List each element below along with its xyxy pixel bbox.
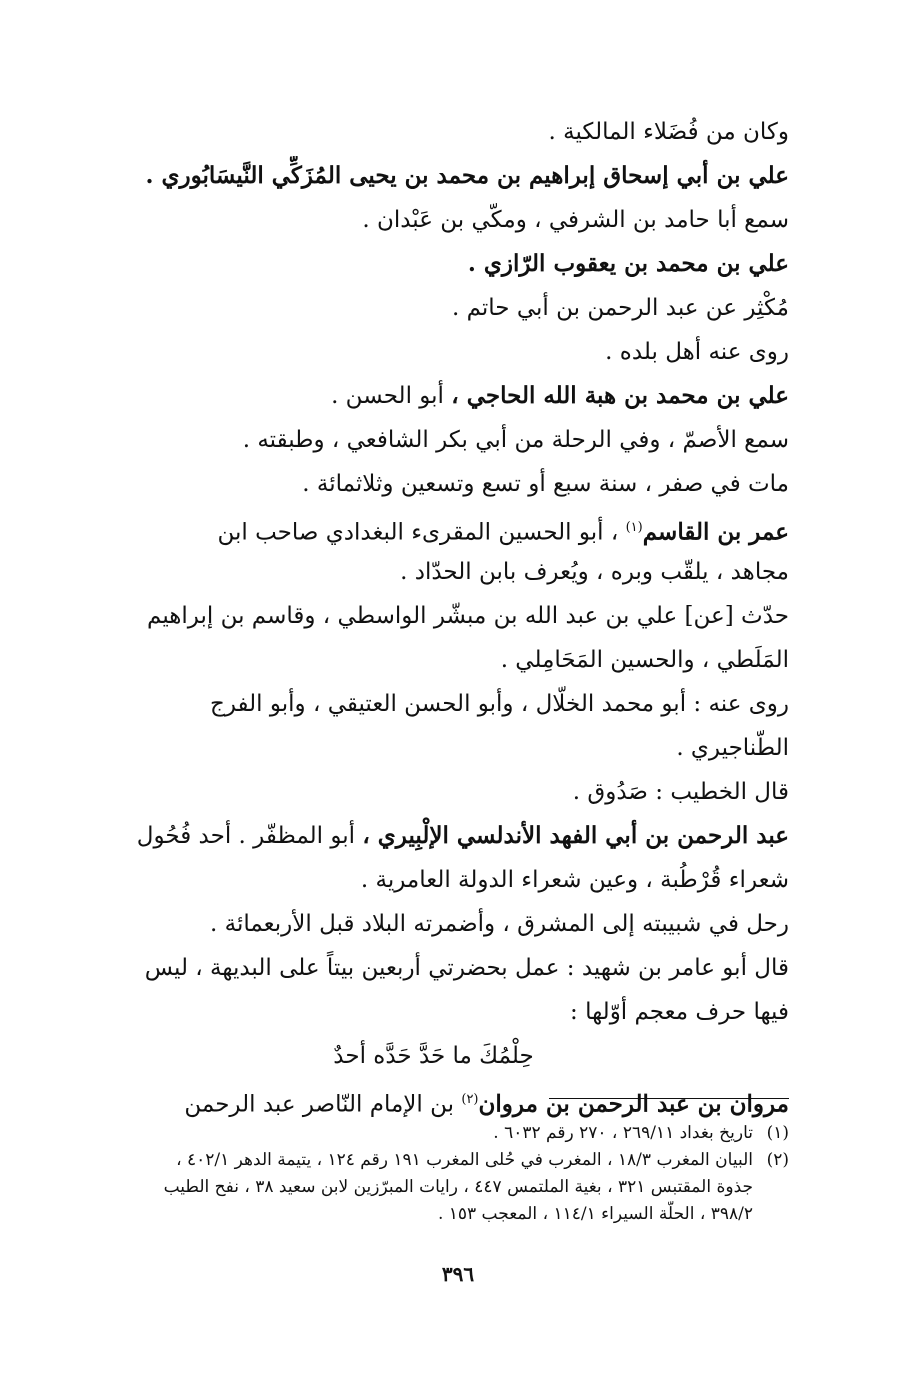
entry-name: علي بن محمد بن هبة الله الحاجي ،: [451, 382, 789, 409]
entry-name: عبد الرحمن بن أبي الفهد الأندلسي الإلْبِيري ،: [362, 822, 789, 849]
footnote-number: (٢): [766, 1150, 789, 1170]
text-line: مُكْثِر عن عبد الرحمن بن أبي حاتم .: [451, 295, 789, 321]
text-line: مات في صفر ، سنة سبع أو تسع وتسعين وثلاثمائة .: [302, 471, 789, 497]
footnote-ref[interactable]: (١): [625, 520, 643, 535]
text-line: قال أبو عامر بن شهيد : عمل بحضرتي أربعين بيتاً على البديهة ، ليس: [144, 955, 789, 981]
entry-heading-line: [78, 816, 789, 856]
text-line: روى عنه أهل بلده .: [605, 339, 789, 365]
text-line: مجاهد ، يلقّب وبره ، ويُعرف بابن الحدّاد .: [400, 559, 789, 585]
entry-heading-line: [78, 376, 789, 416]
entry-heading: علي بن محمد بن يعقوب الرّازي .: [467, 250, 789, 277]
entry-rest: أبو الحسن .: [331, 383, 452, 409]
text-line: وكان من فُضَلاء المالكية .: [548, 119, 789, 145]
text-line: سمع أبا حامد بن الشرفي ، ومكّي بن عَبْدان .: [362, 207, 789, 233]
footnote-divider: [549, 1098, 789, 1099]
entry-rest: ، أبو الحسين المقرىء البغدادي صاحب ابن: [217, 519, 626, 546]
footnote-ref[interactable]: (٢): [461, 1092, 479, 1107]
footnote: [78, 1147, 789, 1174]
text-line: الطّناجيري .: [676, 735, 789, 761]
text-line: شعراء قُرْطُبة ، وعين شعراء الدولة العامرية .: [360, 867, 789, 893]
text-line: روى عنه : أبو محمد الخلّال ، وأبو الحسن العتيقي ، وأبو الفرج: [209, 691, 789, 717]
page-number: ٣٩٦: [441, 1262, 475, 1286]
footnote: [78, 1120, 789, 1147]
entry-heading-line: [78, 1080, 789, 1120]
text-line: قال الخطيب : صَدُوق .: [572, 779, 789, 805]
footnote-continuation: [78, 1174, 789, 1201]
text-line: المَلَطي ، والحسين المَحَامِلي .: [500, 647, 789, 673]
entry-rest: أبو المظفّر . أحد فُحُول: [136, 823, 363, 849]
footnote-text: جذوة المقتبس ٣٢١ ، بغية الملتمس ٤٤٧ ، رايات المبرّزين لابن سعيد ٣٨ ، نفح الطيب: [163, 1177, 753, 1197]
text-line: حدّث [عن] علي بن عبد الله بن مبشّر الواسطي ، وقاسم بن إبراهيم: [147, 603, 789, 629]
entry-heading: علي بن أبي إسحاق إبراهيم بن محمد بن يحيى المُزَكِّي النَّيسَابُوري .: [145, 162, 789, 189]
entry-heading-line: [78, 508, 789, 548]
text-line: فيها حرف معجم أوّلها :: [570, 999, 789, 1025]
verse-line: حِلْمُكَ ما حَدَّ حَدَّه أحدٌ: [333, 1043, 534, 1069]
footnote-continuation: [78, 1201, 789, 1228]
footnotes: [78, 1120, 789, 1228]
footnote-text: ٣٩٨/٢ ، الحلّة السيراء ١١٤/١ ، المعجب ١٥٣ .: [437, 1204, 753, 1224]
text-line: سمع الأصمّ ، وفي الرحلة من أبي بكر الشافعي ، وطبقته .: [242, 427, 789, 453]
entry-name: مروان بن عبد الرحمن بن مروان: [478, 1090, 789, 1118]
footnote-text: تاريخ بغداد ٢٦٩/١١ ، ٢٧٠ رقم ٦٠٣٢ .: [493, 1123, 753, 1143]
entry-rest: بن الإمام النّاصر عبد الرحمن: [184, 1091, 462, 1118]
footnote-number: (١): [766, 1123, 789, 1143]
text-line: رحل في شبيبته إلى المشرق ، وأضمرته البلاد قبل الأربعمائة .: [210, 911, 789, 937]
footnote-text: البيان المغرب ١٨/٣ ، المغرب في حُلى المغرب ١٩١ رقم ١٢٤ ، يتيمة الدهر ٤٠٢/١ ،: [176, 1150, 753, 1170]
entry-name: عمر بن القاسم: [642, 518, 789, 546]
